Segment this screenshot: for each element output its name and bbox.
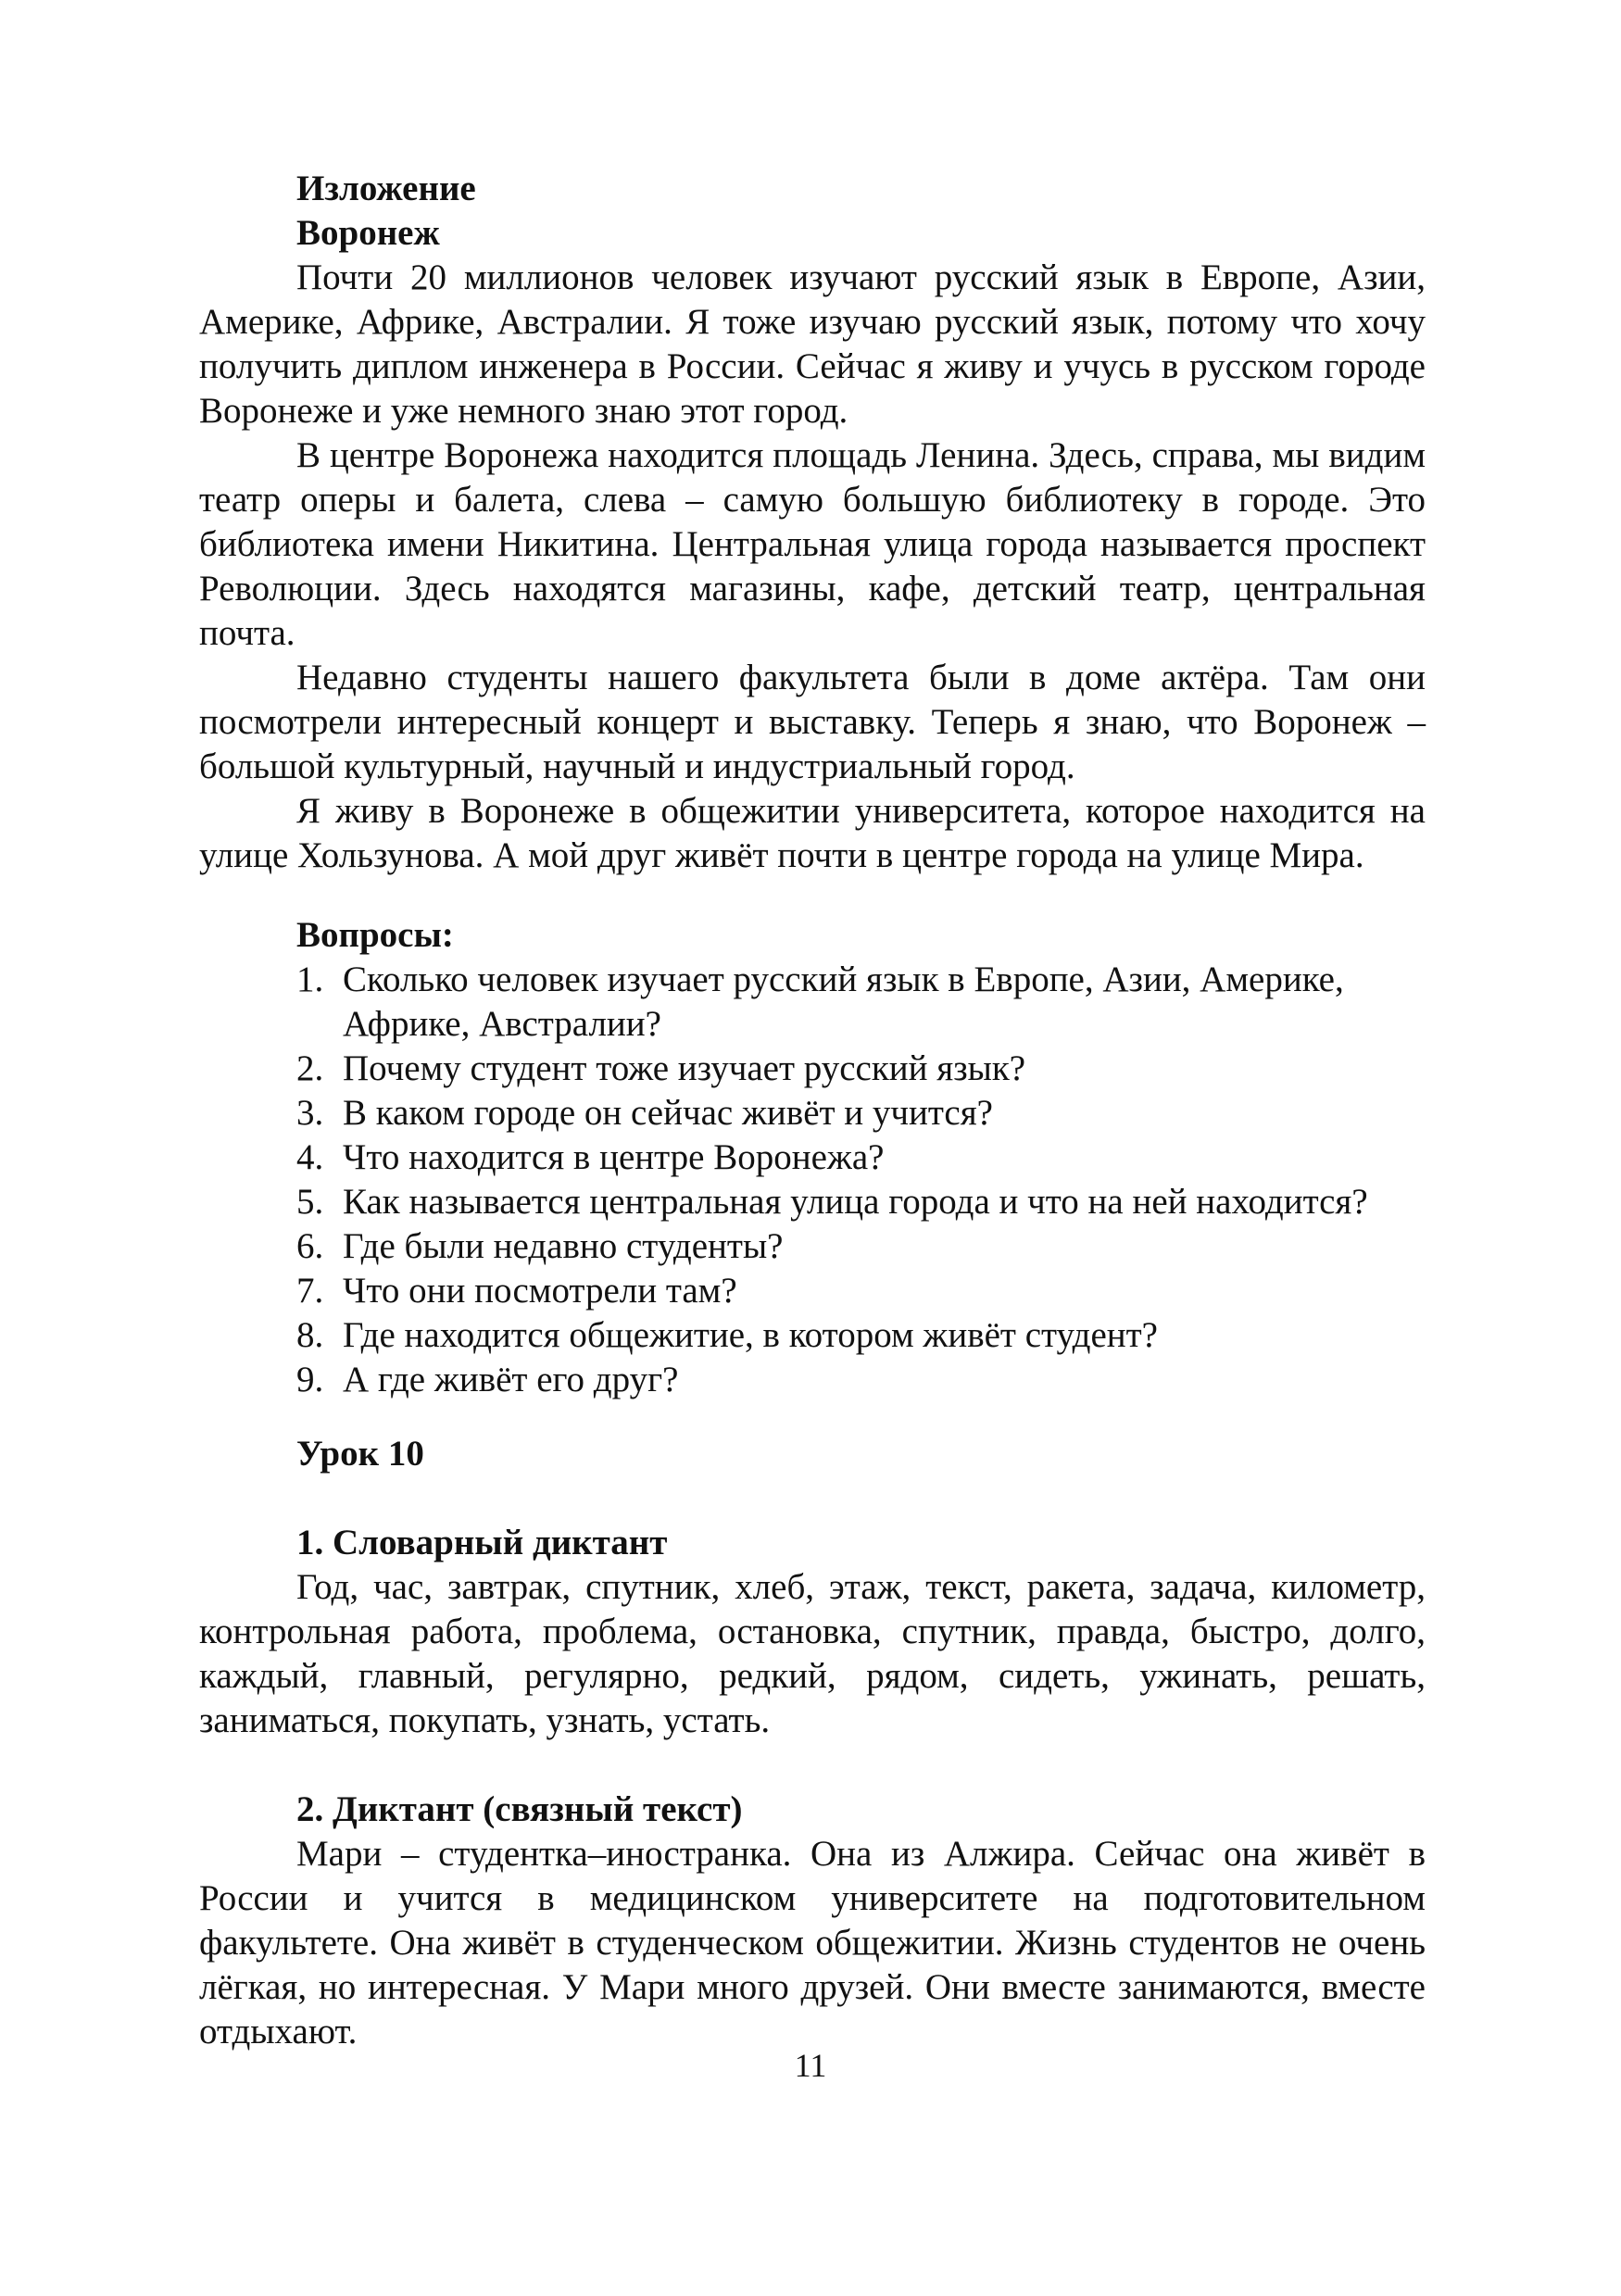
list-item <box>199 1047 1426 1091</box>
list-number: 3. <box>296 1093 324 1133</box>
list-item <box>199 1091 1426 1135</box>
list-item <box>199 1224 1426 1269</box>
dictation-vocabulary <box>199 1521 1426 1743</box>
lesson-title: Урок 10 <box>296 1434 424 1474</box>
list-item <box>199 1269 1426 1313</box>
question-text: Почему студент тоже изучает русский язык? <box>343 1048 1026 1088</box>
questions-list <box>199 958 1426 1402</box>
list-number: 9. <box>296 1360 324 1399</box>
section-title: Изложение <box>296 169 476 208</box>
paragraph: Я живу в Воронеже в общежитии университета, которое находится на улице Хользунова. А мой друг живёт почти в центре города на улице Мира. <box>199 791 1426 875</box>
paragraph: Недавно студенты нашего факультета были в доме актёра. Там они посмотрели интересный концерт и выставку. Теперь я знаю, что Воронеж – большой культурный, научный и индустриальный город. <box>199 658 1426 786</box>
list-number: 7. <box>296 1271 324 1311</box>
paragraph: Почти 20 миллионов человек изучают русский язык в Европе, Азии, Америке, Африке, Австралии. Я тоже изучаю русский язык, потому что хочу получить диплом инженера в России. Сейчас я живу и учусь в русском городе Воронеже и уже немного знаю этот город. <box>199 257 1426 431</box>
list-item <box>199 1358 1426 1402</box>
question-text: Сколько человек изучает русский язык в Европе, Азии, Америке, Африке, Австралии? <box>343 960 1344 1044</box>
page-number: 11 <box>794 2047 827 2084</box>
list-number: 5. <box>296 1182 324 1222</box>
list-item <box>199 1135 1426 1180</box>
list-number: 6. <box>296 1226 324 1266</box>
paragraph: В центре Воронежа находится площадь Ленина. Здесь, справа, мы видим театр оперы и балета, слева – самую большую библиотеку в городе. Это библиотека имени Никитина. Центральная улица города называется проспект Революции. Здесь находятся магазины, кафе, детский театр, центральная почта. <box>199 435 1426 653</box>
question-text: В каком городе он сейчас живёт и учится? <box>343 1093 993 1133</box>
dictation-heading: 2. Диктант (связный текст) <box>296 1789 743 1829</box>
list-item <box>199 1313 1426 1358</box>
list-number: 8. <box>296 1315 324 1355</box>
questions-heading: Вопросы: <box>296 915 454 955</box>
list-number: 4. <box>296 1137 324 1177</box>
questions-section <box>199 913 1426 1402</box>
question-text: Где находится общежитие, в котором живёт студент? <box>343 1315 1158 1355</box>
question-text: Где были недавно студенты? <box>343 1226 784 1266</box>
question-text: Что находится в центре Воронежа? <box>343 1137 885 1177</box>
list-item <box>199 958 1426 1047</box>
lesson-section <box>199 1432 1426 1476</box>
list-number: 1. <box>296 960 324 999</box>
section-izlozhenie <box>199 167 1426 878</box>
question-text: Как называется центральная улица города и что на ней находится? <box>343 1182 1368 1222</box>
question-text: Что они посмотрели там? <box>343 1271 737 1311</box>
dictation-text: Год, час, завтрак, спутник, хлеб, этаж, текст, ракета, задача, километр, контрольная работа, проблема, остановка, спутник, правда, быстро, долго, каждый, главный, регулярно, редкий, рядом, сидеть, ужинать, решать, заниматься, покупать, узнать, устать. <box>199 1567 1426 1740</box>
dictation-connected-text <box>199 1788 1426 2054</box>
text-title: Воронеж <box>296 213 440 253</box>
list-item <box>199 1180 1426 1224</box>
dictation-text: Мари – студентка–иностранка. Она из Алжира. Сейчас она живёт в России и учится в медицинском университете на подготовительном факультете. Она живёт в студенческом общежитии. Жизнь студентов не очень лёгкая, но интересная. У Мари много друзей. Они вместе занимаются, вместе отдыхают. <box>199 1834 1426 2051</box>
list-number: 2. <box>296 1048 324 1088</box>
question-text: А где живёт его друг? <box>343 1360 679 1399</box>
dictation-heading: 1. Словарный диктант <box>296 1523 668 1562</box>
